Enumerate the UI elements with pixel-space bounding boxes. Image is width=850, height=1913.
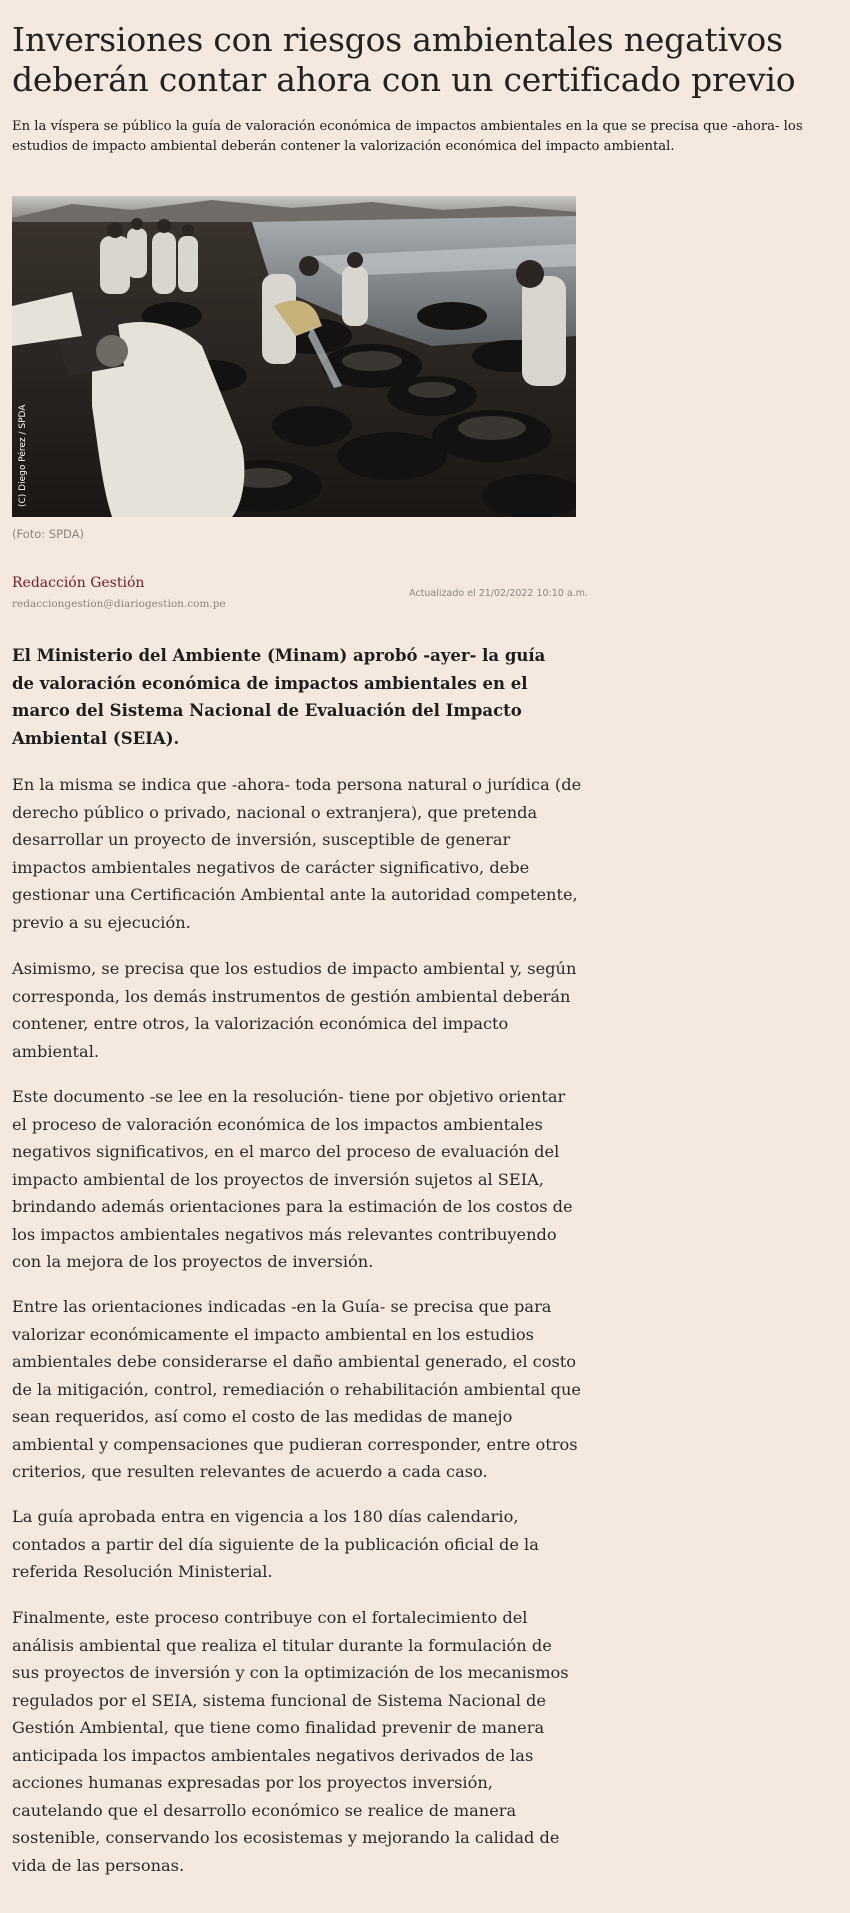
article-photo[interactable] — [12, 196, 576, 517]
article-paragraph: Este documento -se lee en la resolución- tiene por objetivo orientar el proceso de valoración económica de los impactos ambientales negativos significativos, en el marco del proceso de evaluación del impacto ambiental de los proyectos de inversión sujetos al SEIA, brindando además orientaciones para la estimación de los costos de los impactos ambientales negativos más relevantes contribuyendo con la mejora de los proyectos de inversión. — [12, 1087, 573, 1271]
article-paragraph: Asimismo, se precisa que los estudios de impacto ambiental y, según corresponda, los demás instrumentos de gestión ambiental deberán contener, entre otros, la valorización económica del impacto ambiental. — [12, 959, 577, 1061]
article-paragraph: En la misma se indica que -ahora- toda persona natural o jurídica (de derecho público o privado, nacional o extranjera), que pretenda desarrollar un proyecto de inversión, susceptible de generar impactos ambientales negativos de carácter significativo, debe gestionar una Certificación Ambiental ante la autoridad competente, previo a su ejecución. — [12, 775, 582, 932]
article-summary: En la víspera se público la guía de valoración económica de impactos ambientales en la que se precisa que -ahora- los estudios de impacto ambiental deberán contener la valorización económica del impacto ambiental. — [12, 119, 803, 154]
updated-timestamp: Actualizado el 21/02/2022 10:10 a.m. — [409, 588, 588, 599]
photo-credit-overlay: (C) Diego Pérez / SPDA — [18, 404, 28, 507]
author-name-link[interactable]: Redacción Gestión — [12, 575, 145, 591]
article-paragraph: La guía aprobada entra en vigencia a los 180 días calendario, contados a partir del día siguiente de la publicación oficial de la referida Resolución Ministerial. — [12, 1507, 539, 1581]
photo-caption: (Foto: SPDA) — [12, 527, 85, 541]
article-title: Inversiones con riesgos ambientales negativos deberán contar ahora con un certificado previo — [12, 20, 796, 99]
article-paragraph: Finalmente, este proceso contribuye con el fortalecimiento del análisis ambiental que realiza el titular durante la formulación de sus proyectos de inversión y con la optimización de los mecanismos regulados por el SEIA, sistema funcional de Sistema Nacional de Gestión Ambiental, que tiene como finalidad prevenir de manera anticipada los impactos ambientales negativos derivados de las acciones humanas expresadas por los proyectos inversión, cautelando que el desarrollo económico se realice de manera sostenible, conservando los ecosistemas y mejorando la calidad de vida de las personas. — [12, 1608, 569, 1875]
article-lead: El Ministerio del Ambiente (Minam) aprobó -ayer- la guía de valoración económica de impactos ambientales en el marco del Sistema Nacional de Evaluación del Impacto Ambiental (SEIA). — [12, 646, 546, 748]
author-email: redacciongestion@diariogestion.com.pe — [12, 598, 226, 610]
article-paragraph: Entre las orientaciones indicadas -en la Guía- se precisa que para valorizar económicamente el impacto ambiental en los estudios ambientales debe considerarse el daño ambiental generado, el costo de la mitigación, control, remediación o rehabilitación ambiental que sean requeridos, así como el costo de las medidas de manejo ambiental y compensaciones que pudieran corresponder, entre otros criterios, que resulten relevantes de acuerdo a cada caso. — [12, 1297, 581, 1481]
photo-oil-spill-cleanup-icon — [12, 196, 576, 517]
